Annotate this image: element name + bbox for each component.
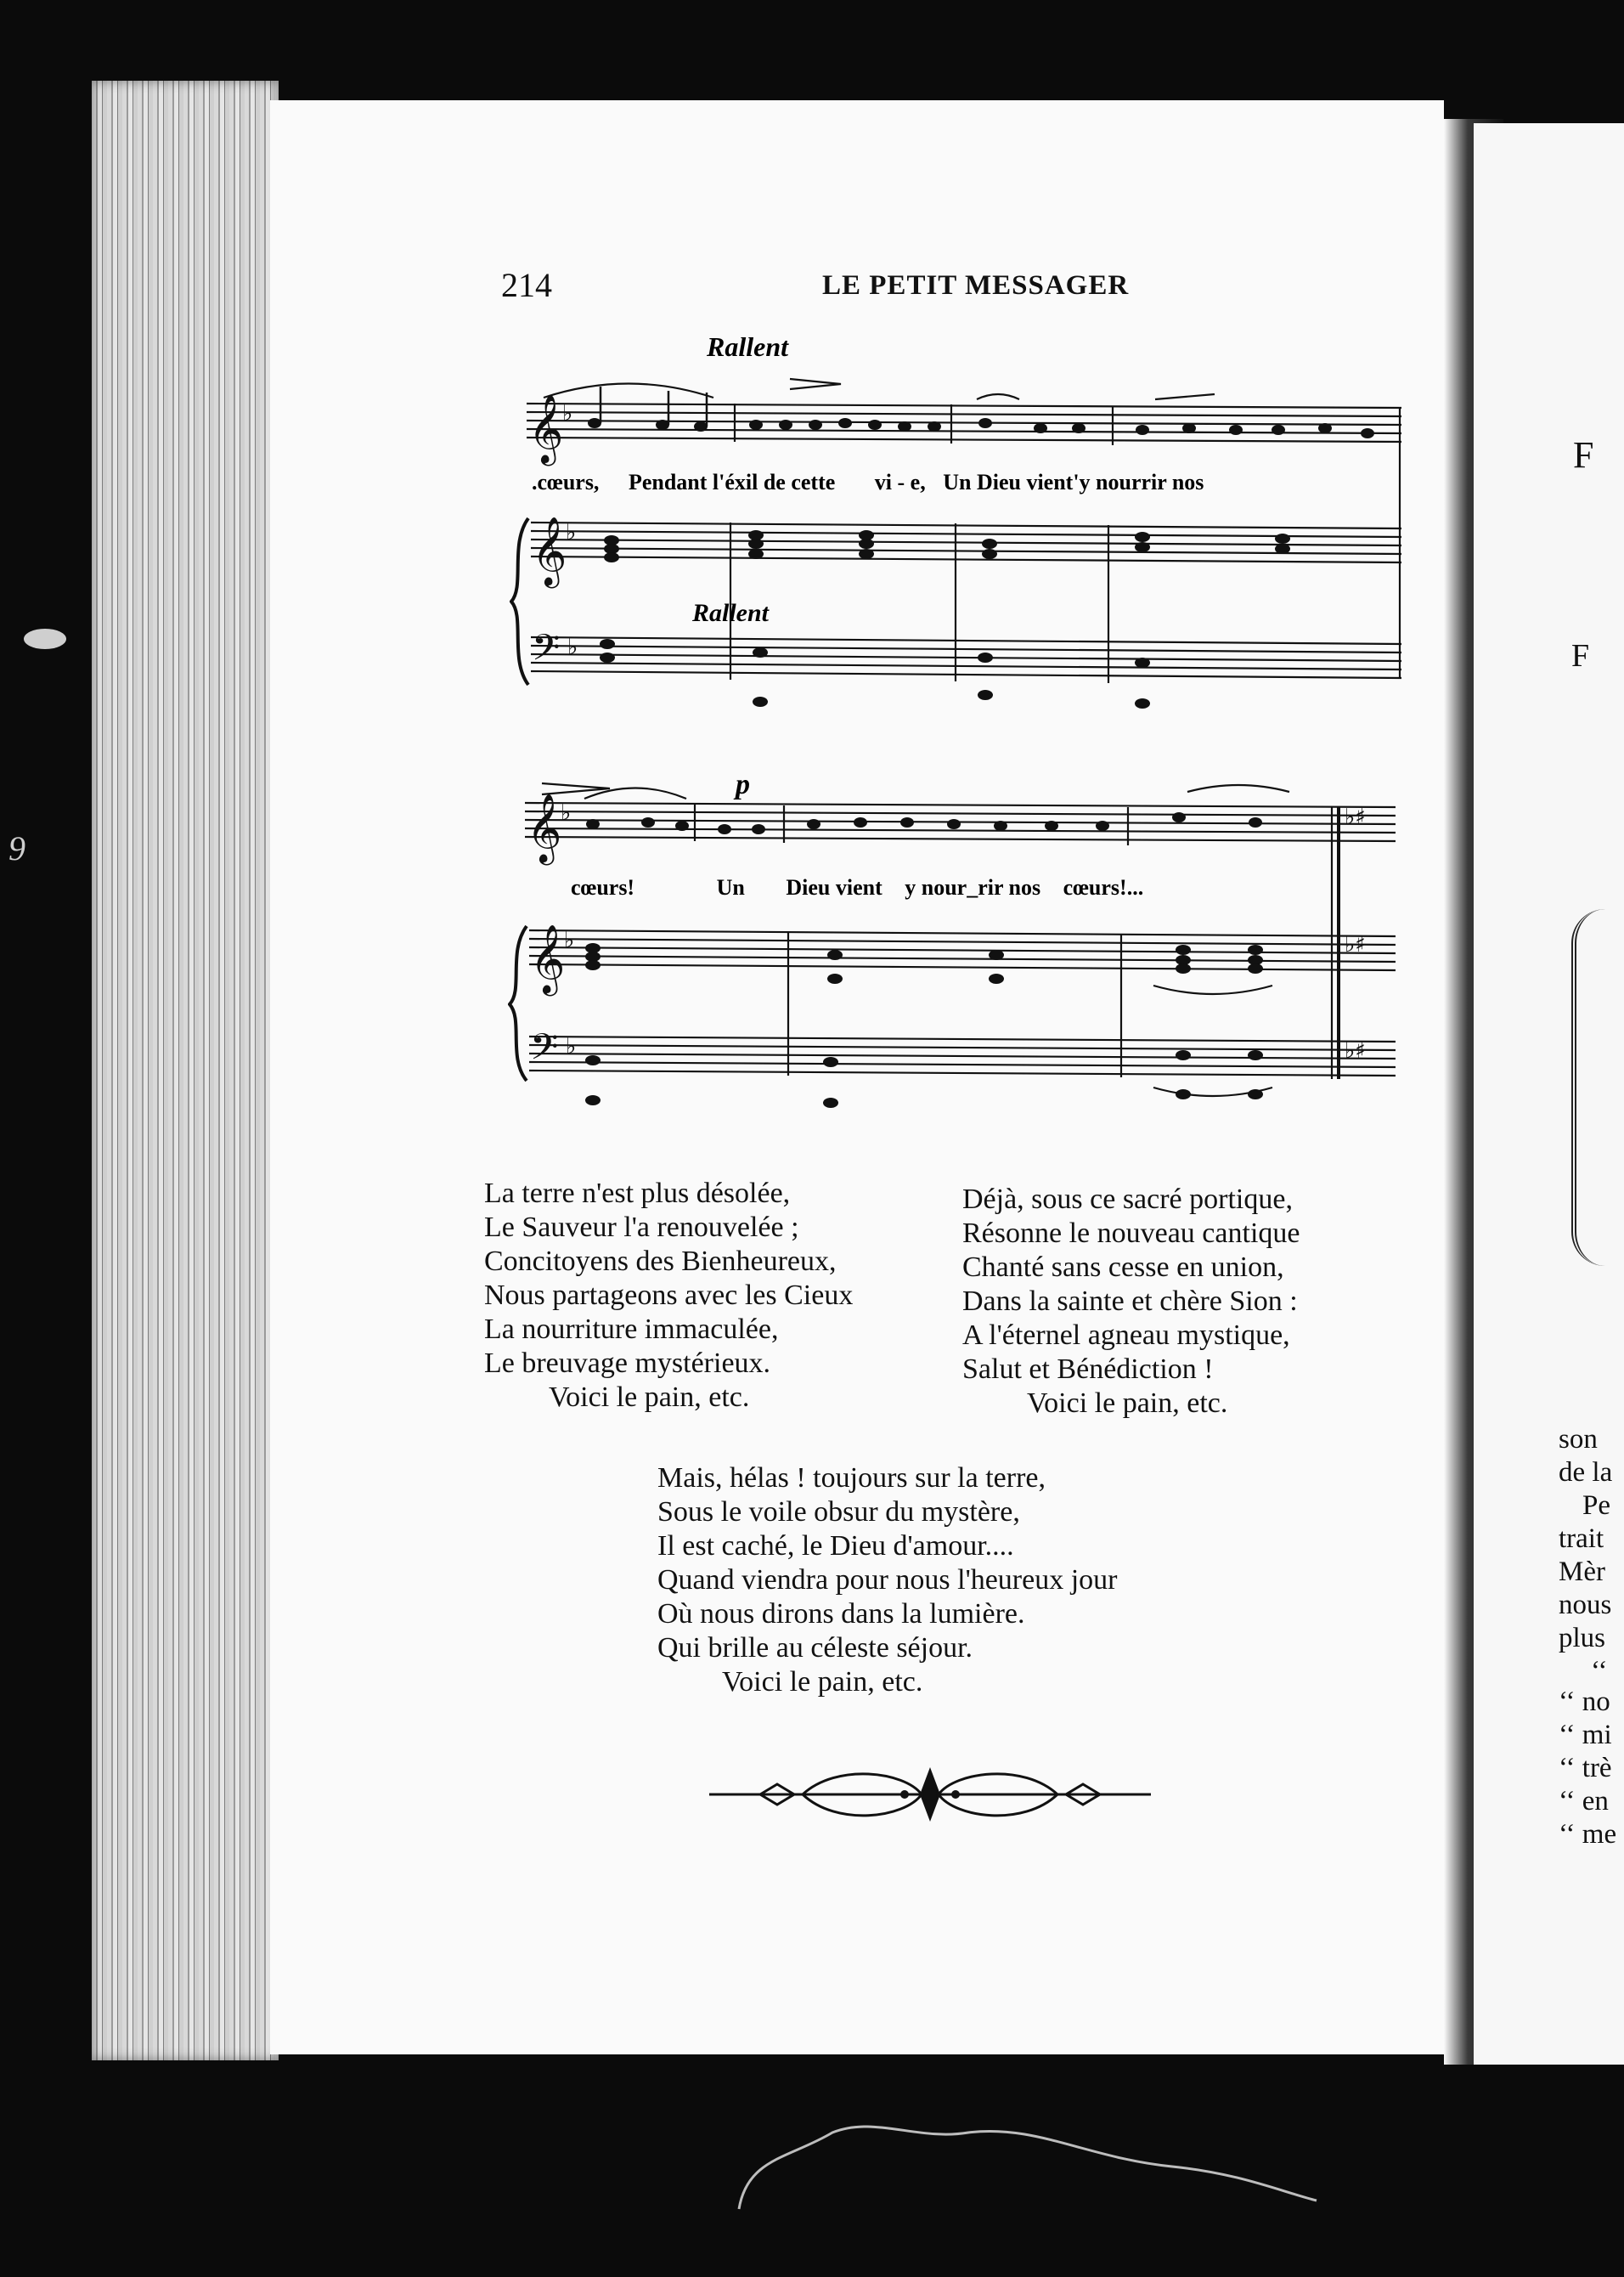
svg-text:♭♯: ♭♯ — [1345, 932, 1366, 958]
lyric-syllable: .cœurs, — [532, 470, 600, 494]
lyric-syllable: vi - e, — [874, 470, 926, 494]
svg-text:𝄞: 𝄞 — [527, 793, 562, 862]
stanza-left — [484, 1177, 853, 1415]
svg-text:♭♯: ♭♯ — [1345, 805, 1366, 830]
svg-text:♭♯: ♭♯ — [1345, 1038, 1366, 1064]
verse-line: Chanté sans cesse en union, — [962, 1252, 1284, 1283]
scratch-mark — [730, 2107, 1325, 2226]
lyric-syllable: Pendant l'éxil de cette — [628, 470, 836, 494]
right-text-line: son — [1559, 1424, 1598, 1455]
svg-text:𝄞: 𝄞 — [530, 924, 566, 993]
right-text-line: ‘‘ trè — [1559, 1753, 1612, 1783]
right-text-line: de la — [1559, 1457, 1613, 1488]
verse-line: Où nous dirons dans la lumière. — [657, 1598, 1025, 1630]
margin-blob — [24, 629, 66, 649]
refrain-line: Voici le pain, etc. — [549, 1381, 750, 1413]
svg-text:𝄞: 𝄞 — [528, 393, 564, 463]
verse-line: Nous partageons avec les Cieux — [484, 1280, 854, 1311]
right-text-line: ‘‘ — [1591, 1656, 1608, 1687]
verse-line: Concitoyens des Bienheureux, — [484, 1246, 837, 1277]
verse-line: Le Sauveur l'a renouvelée ; — [484, 1212, 799, 1243]
svg-text:♭: ♭ — [564, 928, 575, 953]
dynamic-marking: p — [736, 769, 750, 800]
lyric-syllable: Un — [716, 875, 745, 900]
verse-line: Quand viendra pour nous l'heureux jour — [657, 1564, 1118, 1596]
svg-text:𝄞: 𝄞 — [532, 516, 567, 585]
right-page-fragment: F — [1573, 434, 1594, 476]
verse-line: Salut et Bénédiction ! — [962, 1353, 1214, 1385]
right-text-line: ‘‘ en — [1559, 1786, 1609, 1817]
verse-line: La terre n'est plus désolée, — [484, 1178, 791, 1209]
lyric-syllable: y nour_rir nos — [905, 875, 1041, 900]
stanza-center — [657, 1461, 1118, 1699]
refrain-line: Voici le pain, etc. — [722, 1666, 923, 1698]
right-text-line: trait — [1559, 1523, 1604, 1554]
svg-text:♭: ♭ — [566, 520, 577, 545]
verse-line: Il est caché, le Dieu d'amour.... — [657, 1530, 1014, 1562]
svg-text:♭: ♭ — [562, 401, 573, 427]
stanza-right — [962, 1183, 1300, 1421]
right-page-fragment: F — [1571, 638, 1590, 674]
verse-line: Dans la sainte et chère Sion : — [962, 1285, 1298, 1317]
svg-text:♭: ♭ — [567, 635, 578, 660]
svg-text:♭: ♭ — [561, 800, 572, 826]
lyric-syllable: cœurs! — [571, 875, 635, 900]
right-text-line: Mèr — [1559, 1557, 1605, 1587]
right-text-line: plus — [1559, 1623, 1606, 1653]
ornament-fragment-icon — [1571, 909, 1624, 1266]
music-system-1 — [510, 374, 1410, 731]
lyric-syllable: cœurs!... — [1063, 875, 1144, 900]
verse-line: La nourriture immaculée, — [484, 1314, 779, 1345]
verse-line: A l'éternel agneau mystique, — [962, 1319, 1290, 1351]
svg-text:𝄢: 𝄢 — [530, 1026, 559, 1077]
svg-text:𝄢: 𝄢 — [532, 627, 561, 678]
margin-mark: 9 — [8, 829, 25, 867]
page-edges — [92, 81, 279, 2060]
verse-line: Le breuvage mystérieux. — [484, 1348, 771, 1379]
right-text-line: ‘‘ no — [1559, 1687, 1610, 1717]
tempo-marking: Rallent — [707, 331, 789, 362]
verse-line: Sous le voile obsur du mystère, — [657, 1496, 1020, 1528]
decorative-ornament-icon — [709, 1759, 1151, 1835]
running-title: LE PETIT MESSAGER — [822, 270, 1130, 301]
tempo-marking: Rallent — [692, 599, 770, 627]
page-number: 214 — [501, 266, 552, 304]
svg-text:♭: ♭ — [566, 1034, 577, 1059]
verse-line: Déjà, sous ce sacré portique, — [962, 1184, 1293, 1215]
music-system-2 — [508, 782, 1408, 1138]
lyric-syllable: Un Dieu vient'y nourrir nos — [943, 470, 1204, 494]
refrain-line: Voici le pain, etc. — [1027, 1387, 1228, 1419]
right-text-line: ‘‘ me — [1559, 1819, 1617, 1850]
right-text-line: nous — [1559, 1590, 1612, 1620]
verse-line: Mais, hélas ! toujours sur la terre, — [657, 1462, 1046, 1494]
verse-line: Qui brille au céleste séjour. — [657, 1632, 973, 1664]
right-text-line: ‘‘ mi — [1559, 1720, 1612, 1750]
right-text-line: Pe — [1582, 1490, 1610, 1521]
verse-line: Résonne le nouveau cantique — [962, 1218, 1300, 1249]
lyric-syllable: Dieu vient — [786, 875, 882, 900]
